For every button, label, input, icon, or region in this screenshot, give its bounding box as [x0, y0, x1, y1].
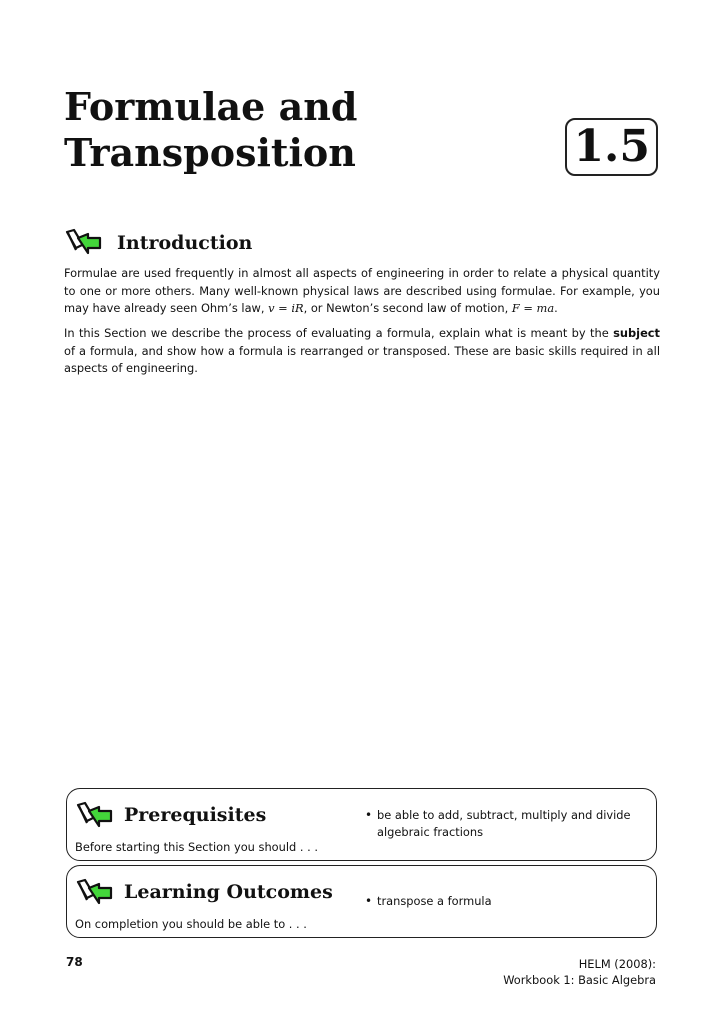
learning-outcomes-heading: Learning Outcomes: [124, 881, 333, 903]
footer-reference: [503, 956, 656, 988]
introduction-heading: Introduction: [117, 232, 253, 254]
title-line-2: Transposition: [64, 130, 356, 175]
footer-line-1: HELM (2008):: [578, 957, 656, 971]
para1-text: Formulae are used frequently in almost all aspects of engineering in order to relate a physical quantity to one or more others. Many well-known physical laws are described using formulae. For example, you may have already seen Ohm’s law,: [64, 266, 660, 315]
newton-formula: F = ma: [511, 301, 555, 315]
section-number-badge: 1.5: [565, 118, 658, 176]
green-arrow-icon: [75, 876, 115, 910]
title-line-1: Formulae and: [64, 84, 358, 129]
introduction-paragraph-1: [64, 265, 660, 318]
learning-outcome-item: • transpose a formula: [365, 893, 659, 910]
prerequisites-heading: Prerequisites: [124, 804, 267, 826]
ohm-formula: v = iR: [268, 301, 304, 315]
para1-mid: , or Newton’s second law of motion,: [303, 301, 512, 315]
introduction-paragraph-2: [64, 325, 660, 378]
prerequisite-item: • be able to add, subtract, multiply and divide algebraic fractions: [365, 807, 659, 841]
prerequisites-subtext: Before starting this Section you should . . .: [75, 840, 318, 854]
page-title: [64, 84, 357, 176]
para2-start: In this Section we describe the process of evaluating a formula, explain what is meant by the: [64, 326, 614, 340]
page-number: 78: [66, 955, 83, 969]
para2-bold-subject: subject: [613, 326, 660, 340]
green-arrow-icon: [64, 226, 104, 260]
para2-end: of a formula, and show how a formula is rearranged or transposed. These are basic skills required in all aspects of engineering.: [64, 343, 660, 375]
green-arrow-icon: [75, 799, 115, 833]
para1-end: .: [554, 301, 558, 315]
prerequisites-box: [66, 788, 657, 861]
learning-outcomes-subtext: On completion you should be able to . . .: [75, 917, 307, 931]
learning-outcomes-box: [66, 865, 657, 938]
footer-line-2: Workbook 1: Basic Algebra: [503, 973, 656, 987]
